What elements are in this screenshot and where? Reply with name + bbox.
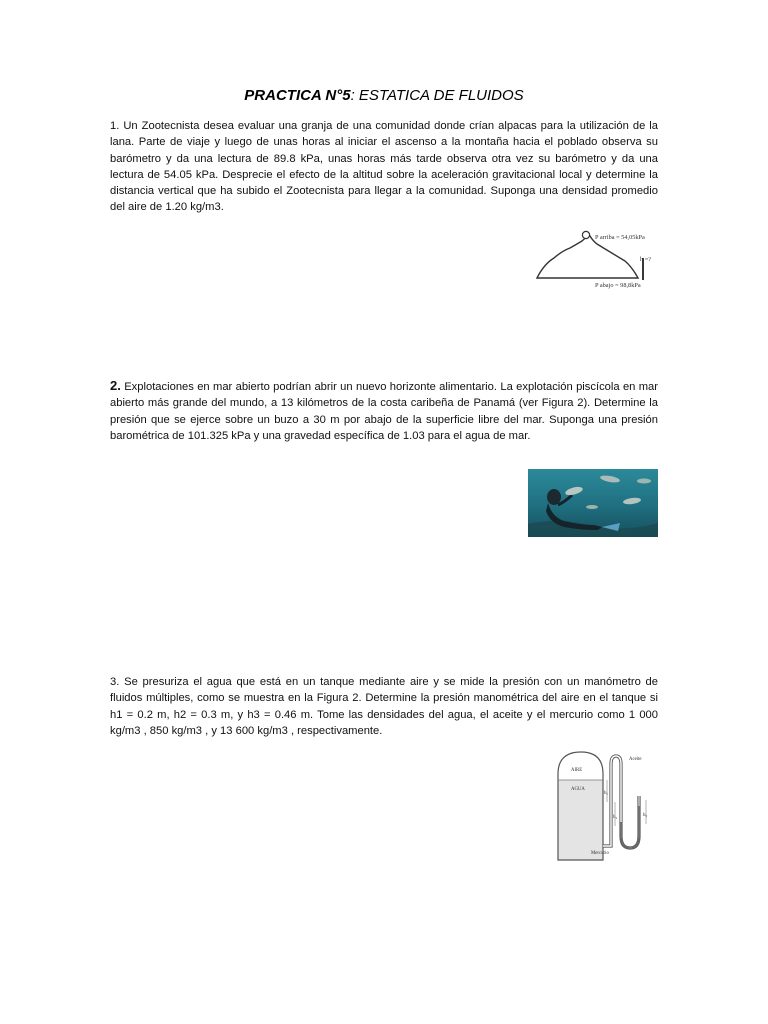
diver-photo: [528, 469, 658, 537]
h1-label: h₁: [604, 791, 609, 796]
p-top-label: P arriba = 54,05kPa: [595, 234, 645, 241]
title-bold: PRACTICA N°5: [244, 87, 351, 104]
problem-1-text: Un Zootecnista desea evaluar una granja de una comunidad donde crían alpacas para la utilización de la lana. Parte de viaje y luego de unas horas al iniciar el ascenso a la montaña hacia el poblado observa su barómetro y da una lectura de 89.8 kPa, unas horas más tarde observa otra vez su barómetro y da una lectura de 54.05 kPa. Desprecie el efecto de la altitud sobre la aceleración gravitacional local y determine la distancia vertical que ha subido el Zootecnista para llegar a la comunidad. Suponga una densidad promedio del aire de 1.20 kg/m3.: [110, 120, 658, 214]
problem-2: [110, 378, 658, 444]
mountain-shape: [537, 236, 638, 278]
problem-1: [110, 118, 658, 216]
manometer-figure: [553, 750, 659, 864]
h3-label: h₃: [643, 813, 648, 818]
h2-label: h₂: [613, 815, 618, 820]
diver-head: [547, 489, 561, 505]
problem-2-number: 2.: [110, 378, 121, 393]
water-fill: [558, 780, 603, 860]
mercurio-label: Mercurio: [591, 851, 609, 856]
problem-2-text: Explotaciones en mar abierto podrían abrir un nuevo horizonte alimentario. La explotación piscícola en mar abierto más grande del mundo, a 13 kilómetros de la costa caribeña de Panamá (ver Figura 2). Determine la presión que se ejerce sobre un buzo a 30 m por abajo de la superficie libre del mar. Suponga una presión barométrica de 101.325 kPa y una gravedad específica de 1.03 para el agua de mar.: [110, 381, 659, 442]
mountain-figure: [530, 228, 658, 294]
hiker-top-marker: [582, 231, 589, 238]
fish-4: [637, 479, 651, 484]
problem-1-number: 1.: [110, 120, 120, 132]
problem-3-number: 3.: [110, 676, 120, 688]
problem-3: [110, 674, 658, 739]
aceite-label: Aceite: [629, 757, 642, 762]
page-title: [0, 86, 768, 106]
problem-3-text: Se presuriza el agua que está en un tanque mediante aire y se mide la presión con un manómetro de fluidos múltiples, como se muestra en la Figura 2. Determine la presión manométrica del aire en el tanque si h1 = 0.2 m, h2 = 0.3 m, y h3 = 0.46 m. Tome las densidades del agua, el aceite y el mercurio como 1 000 kg/m3 , 850 kg/m3 , y 13 600 kg/m3 , respectivamente.: [110, 676, 658, 737]
aire-label: AIRE: [571, 768, 583, 773]
title-rest: : ESTATICA DE FLUIDOS: [350, 87, 524, 104]
h-label: h =?: [640, 256, 652, 263]
agua-label: AGUA: [571, 787, 585, 792]
mercury-column: [621, 806, 639, 848]
fish-5: [586, 505, 598, 509]
p-bottom-label: P abajo = 98,8kPa: [595, 282, 641, 289]
